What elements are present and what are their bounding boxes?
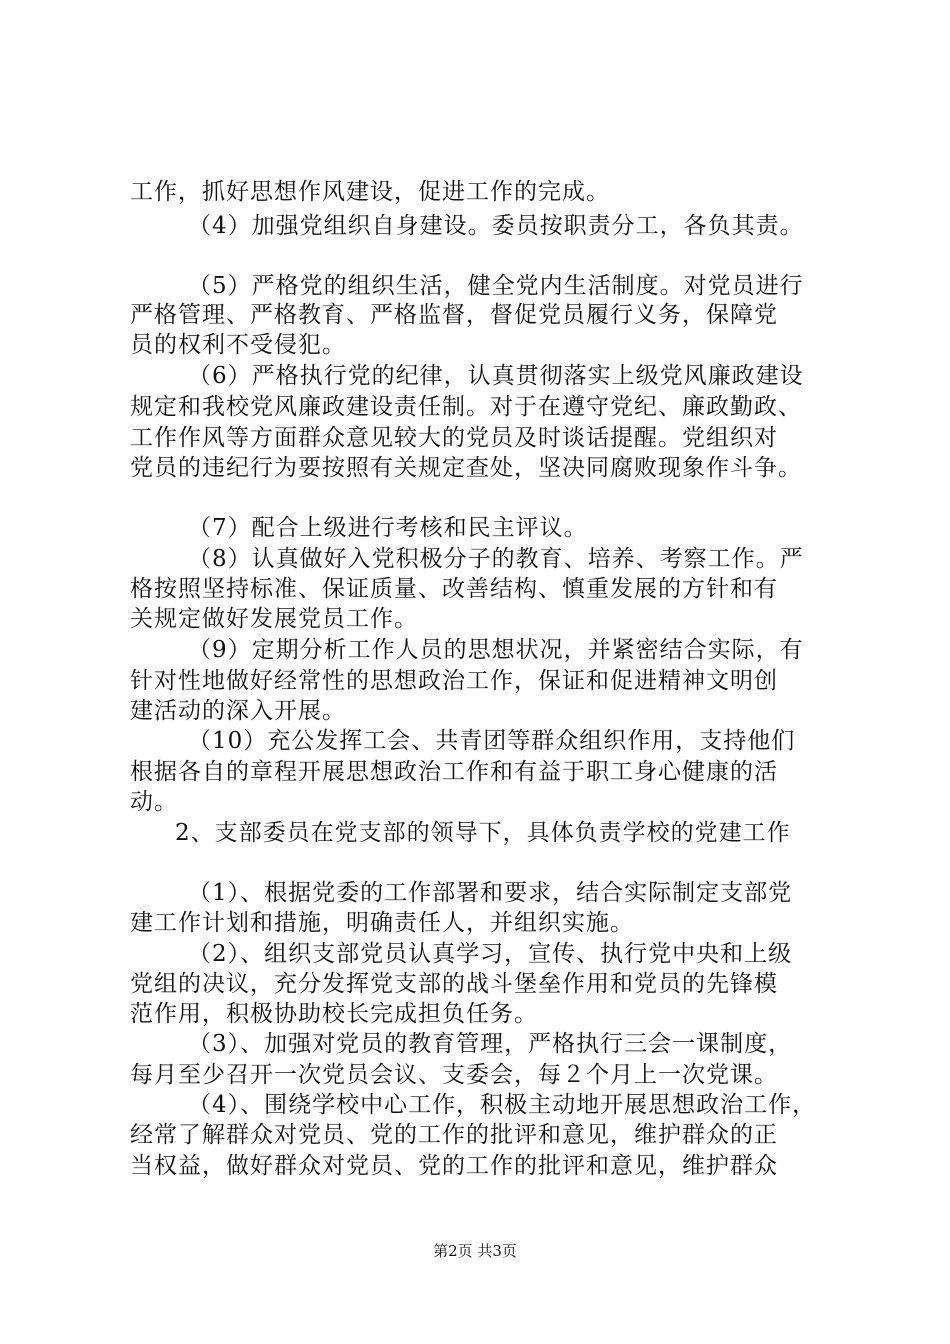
text-line: 根据各自的章程开展思想政治工作和有益于职工身心健康的活 (130, 759, 778, 785)
text-line: （9）定期分析工作人员的思想状况，并紧密结合实际，有 (188, 637, 804, 663)
text-line: （7）配合上级进行考核和民主评议。 (188, 515, 588, 541)
text-line: 建工作计划和措施，明确责任人，并组织实施。 (130, 910, 634, 936)
text-line: （4）加强党组织自身建设。委员按职责分工，各负其责。 (188, 213, 804, 239)
text-line: 动。 (130, 789, 178, 815)
text-line: 严格管理、严格教育、严格监督，督促党员履行义务，保障党 (130, 302, 778, 328)
text-line: （10）充公发挥工会、共青团等群众组织作用，支持他们 (188, 728, 796, 754)
text-line: （5）严格党的组织生活，健全党内生活制度。对党员进行 (188, 273, 804, 299)
text-line: 针对性地做好经常性的思想政治工作，保证和促进精神文明创 (130, 668, 778, 694)
text-line: （3）、加强对党员的教育管理，严格执行三会一课制度， (188, 1031, 793, 1057)
text-line: 每月至少召开一次党员会议、支委会，每２个月上一次党课。 (130, 1062, 778, 1088)
text-line: 格按照坚持标准、保证质量、改善结构、慎重发展的方针和有 (130, 576, 778, 602)
text-line: 关规定做好发展党员工作。 (130, 606, 418, 632)
text-line: 党员的违纪行为要按照有关规定查处，坚决同腐败现象作斗争。 (130, 455, 802, 481)
text-line: 党组的决议，充分发挥党支部的战斗堡垒作用和党员的先锋模 (130, 971, 778, 997)
text-line: 工作作风等方面群众意见较大的党员及时谈话提醒。党组织对 (130, 425, 778, 451)
text-line: （8）认真做好入党积极分子的教育、培养、考察工作。严 (188, 546, 804, 572)
section-heading: 2、支部委员在党支部的领导下，具体负责学校的党建工作 (175, 820, 791, 846)
text-line: （4）、围绕学校中心工作，积极主动地开展思想政治工作， (188, 1092, 817, 1118)
text-line: 当权益，做好群众对党员、党的工作的批评和意见，维护群众 (130, 1153, 778, 1179)
text-line: 范作用，积极协助校长完成担负任务。 (130, 1001, 538, 1027)
text-line: （6）严格执行党的纪律，认真贯彻落实上级党风廉政建设 (188, 363, 804, 389)
text-line: 员的权利不受侵犯。 (130, 332, 346, 358)
text-line: 建活动的深入开展。 (130, 698, 346, 724)
text-line: （2）、组织支部党员认真学习，宣传、执行党中央和上级 (188, 941, 793, 967)
text-line: 工作，抓好思想作风建设，促进工作的完成。 (130, 179, 610, 205)
text-line: （1）、根据党委的工作部署和要求，结合实际制定支部党 (188, 880, 793, 906)
page-number-footer: 第2页 共3页 (433, 1242, 517, 1260)
text-line: 经常了解群众对党员、党的工作的批评和意见，维护群众的正 (130, 1122, 778, 1148)
text-line: 规定和我校党风廉政建设责任制。对于在遵守党纪、廉政勤政、 (130, 394, 802, 420)
